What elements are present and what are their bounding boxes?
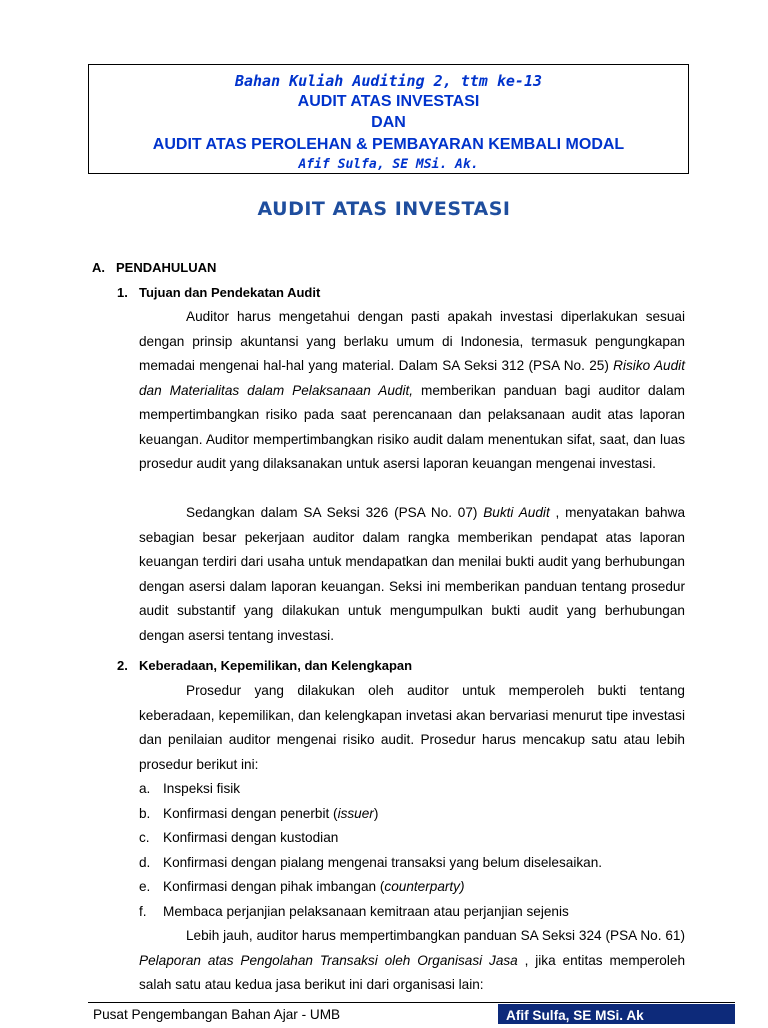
list-marker: e. <box>139 879 151 894</box>
paragraph-3: Prosedur yang dilakukan oleh auditor untuk memperoleh bukti tentang keberadaan, kepemilikan, dan kelengkapan invetasi akan bervariasi menurut tipe investasi dan penilaian auditor mengenai risiko audit. Prosedur harus mencakup satu atau lebih prosedur berikut ini: <box>139 683 685 772</box>
paragraph-1 <box>139 305 685 477</box>
subsection-1-title: Tujuan dan Pendekatan Audit <box>139 285 321 300</box>
paragraph-2-text: Sedangkan dalam SA Seksi 326 (PSA No. 07) <box>186 505 484 520</box>
list-text: Membaca perjanjian pelaksanaan kemitraan atau perjanjian sejenis <box>163 903 569 919</box>
list-text: Inspeksi fisik <box>163 781 241 796</box>
paragraph-4-citation: Pelaporan atas Pengolahan Transaksi oleh Organisasi Jasa <box>139 952 518 968</box>
section-a-title: PENDAHULUAN <box>116 260 217 275</box>
paragraph-2-citation: Bukti Audit <box>483 505 550 520</box>
section-a-number: A. <box>92 260 105 275</box>
list-item <box>139 875 685 900</box>
course-label: Bahan Kuliah Auditing 2, ttm ke-13 <box>234 72 543 90</box>
list-item <box>139 826 685 851</box>
list-marker: a. <box>139 781 151 796</box>
list-marker: b. <box>139 805 151 821</box>
list-italic: issuer <box>337 805 374 821</box>
list-italic: counterparty) <box>384 879 465 894</box>
paragraph-2-text-cont: , menyatakan bahwa sebagian besar pekerjaan auditor dalam rangka memberikan pendapat atas laporan keuangan terdiri dari usaha untuk mendapatkan dan menilai bukti audit yang berhubungan dengan asersi dalam laporan keuangan. Seksi ini memberikan panduan tentang prosedur audit substantif yang dilakukan untuk mengumpulkan bukti audit yang berhubungan dengan asersi tentang investasi. <box>139 505 685 643</box>
list-text-end: ) <box>373 805 379 821</box>
list-text: Konfirmasi dengan kustodian <box>163 830 339 845</box>
header-box <box>88 64 689 174</box>
paragraph-2 <box>139 501 685 648</box>
header-title-and: DAN <box>371 114 406 131</box>
footer-publisher: Pusat Pengembangan Bahan Ajar - UMB <box>93 1007 341 1022</box>
list-marker: d. <box>139 854 151 870</box>
footer-divider <box>88 1002 735 1003</box>
list-marker: f. <box>139 903 147 919</box>
header-title-2: AUDIT ATAS PEROLEHAN & PEMBAYARAN KEMBALI MODAL <box>152 136 625 153</box>
list-text: Konfirmasi dengan penerbit ( <box>163 805 338 821</box>
header-author: Afif Sulfa, SE MSi. Ak. <box>298 157 479 172</box>
list-marker: c. <box>139 830 150 845</box>
subsection-2-heading <box>117 658 412 673</box>
subsection-2-title: Keberadaan, Kepemilikan, dan Kelengkapan <box>139 658 413 673</box>
list-item <box>139 851 685 876</box>
header-title-1: AUDIT ATAS INVESTASI <box>297 93 480 110</box>
subsection-2-number: 2. <box>117 658 128 673</box>
list-text: Konfirmasi dengan pihak imbangan ( <box>163 879 385 894</box>
list-item <box>139 900 685 925</box>
page-title: AUDIT ATAS INVESTASI <box>257 198 511 220</box>
subsection-1-heading <box>117 285 320 300</box>
paragraph-4-text: Lebih jauh, auditor harus mempertimbangkan panduan SA Seksi 324 (PSA No. 61) <box>186 928 685 943</box>
procedure-list <box>139 777 685 924</box>
paragraph-1-text: Auditor harus mengetahui dengan pasti apakah investasi diperlakukan sesuai dengan prinsip akuntansi yang berlaku umum di Indonesia, termasuk pengungkapan memadai mengenai hal-hal yang material. Dalam SA Seksi 312 (PSA No. 25) <box>139 309 685 373</box>
list-text: Konfirmasi dengan pialang mengenai transaksi yang belum diselesaikan. <box>163 854 603 870</box>
subsection-1-number: 1. <box>117 285 128 300</box>
paragraph-4-text-cont: , jika entitas memperoleh salah satu atau kedua jasa berikut ini dari organisasi lain: <box>139 952 686 992</box>
paragraph-1-text-cont: memberikan panduan bagi auditor dalam mempertimbangkan risiko pada saat perencanaan dan pelaksanaan audit atas laporan keuangan. Auditor mempertimbangkan risiko audit dalam menentukan sifat, saat, dan luas prosedur audit yang dilaksanakan untuk asersi laporan keuangan mengenai investasi. <box>139 382 685 471</box>
paragraph-4 <box>139 924 685 998</box>
footer-author-badge: Afif Sulfa, SE MSi. Ak <box>498 1004 735 1024</box>
list-item <box>139 802 685 827</box>
list-item <box>139 777 685 802</box>
section-a-heading <box>92 260 216 275</box>
paragraph-1-citation: Risiko Audit dan Materialitas dalam Pelaksanaan Audit, <box>139 358 685 398</box>
